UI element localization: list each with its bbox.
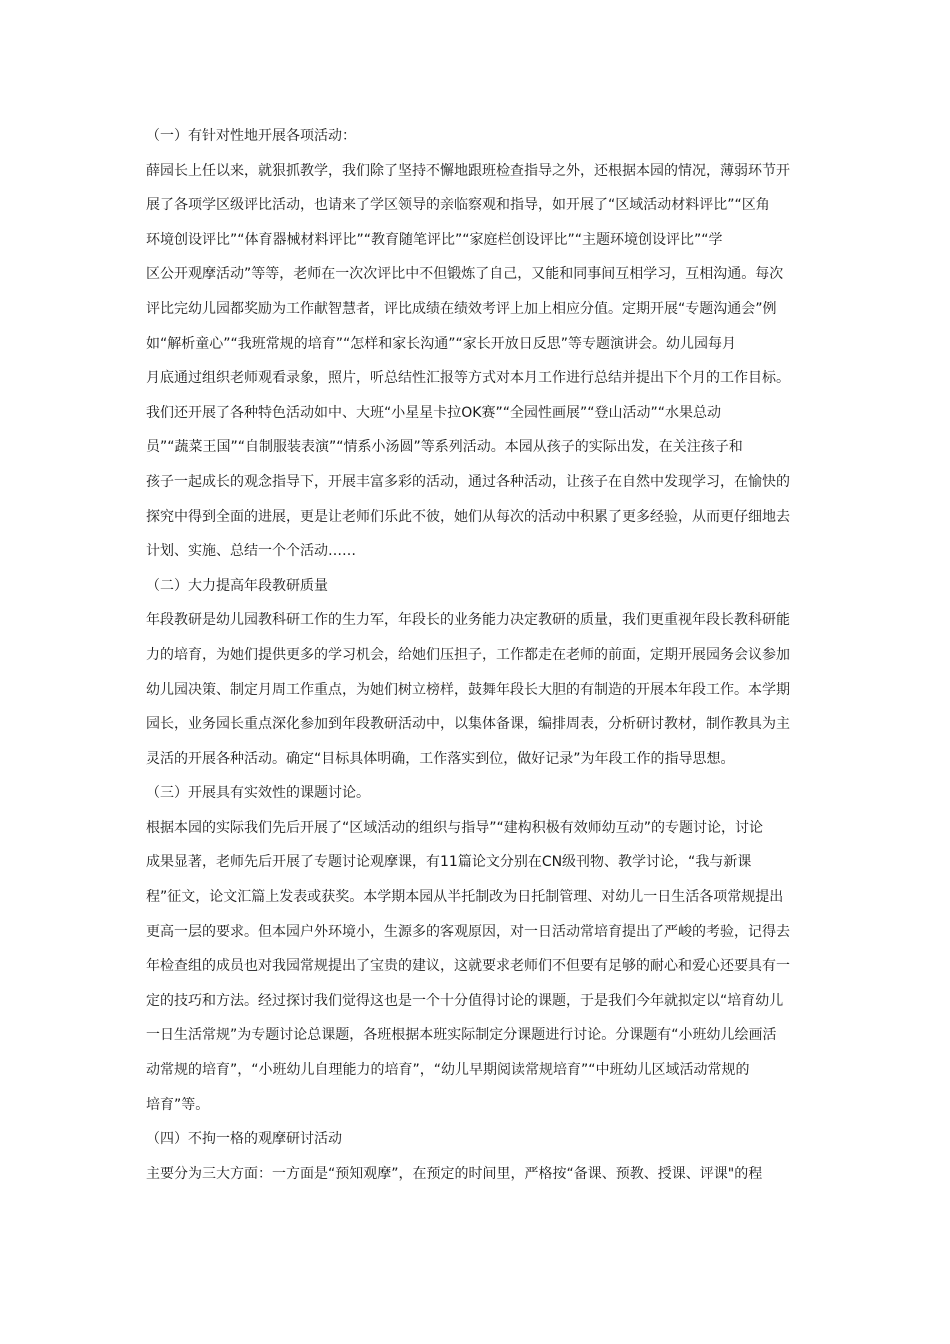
paragraph-line: 幼儿园决策、制定月周工作重点，为她们树立榜样，鼓舞年段长大胆的有制造的开展本年段工作。本学期	[146, 681, 790, 698]
paragraph-line: 一日生活常规”为专题讨论总课题，各班根据本班实际制定分课题进行讨论。分课题有“小班幼儿绘画活	[146, 1027, 777, 1044]
section-heading-4: （四）不拘一格的观摩研讨活动	[146, 1131, 342, 1148]
document-body	[146, 119, 806, 1191]
paragraph-line: 探究中得到全面的进展，更是让老师们乐此不彼，她们从每次的活动中积累了更多经验，从而更仔细地去	[146, 508, 790, 525]
paragraph-line: 灵活的开展各种活动。确定“目标具体明确，工作落实到位，做好记录”为年段工作的指导思想。	[146, 750, 735, 767]
paragraph-line: 年段教研是幼儿园教科研工作的生力军，年段长的业务能力决定教研的质量，我们更重视年段长教科研能	[146, 612, 790, 629]
paragraph-line: 如“解析童心”“我班常规的培育”“怎样和家长沟通”“家长开放日反思”等专题演讲会。幼儿园每月	[146, 335, 737, 352]
paragraph-line: 薛园长上任以来，就狠抓教学，我们除了坚持不懈地跟班检查指导之外，还根据本园的情况，薄弱环节开	[146, 162, 790, 179]
paragraph-line: 力的培育，为她们提供更多的学习机会，给她们压担子，工作都走在老师的前面，定期开展园务会议参加	[146, 646, 790, 663]
paragraph-line: 我们还开展了各种特色活动如中、大班“小星星卡拉OK赛”“全园性画展”“登山活动”“水果总动	[146, 404, 721, 421]
paragraph-line: 更高一层的要求。但本园户外环境小，生源多的客观原因，对一日活动常培育提出了严峻的考验，记得去	[146, 923, 790, 940]
paragraph-line: 年检查组的成员也对我园常规提出了宝贵的建议，这就要求老师们不但要有足够的耐心和爱心还要具有一	[146, 958, 790, 975]
paragraph-line: 环境创设评比”“体育器械材料评比”“教育随笔评比”“家庭栏创设评比”“主题环境创设评比”“学	[146, 231, 723, 248]
paragraph-line: 员”“蔬菜王国”“自制服装表演”“情系小汤圆”等系列活动。本园从孩子的实际出发，在关注孩子和	[146, 439, 743, 456]
paragraph-line: 动常规的培育”，“小班幼儿自理能力的培育”，“幼儿早期阅读常规培育”“中班幼儿区域活动常规的	[146, 1062, 750, 1079]
paragraph-line: 定的技巧和方法。经过探讨我们觉得这也是一个十分值得讨论的课题，于是我们今年就拟定以“培育幼儿	[146, 992, 784, 1009]
paragraph-line: 培育”等。	[146, 1096, 210, 1113]
paragraph-line: 成果显著，老师先后开展了专题讨论观摩课，有11篇论文分别在CN级刊物、教学讨论，“我与新课	[146, 854, 752, 871]
section-heading-1: （一）有针对性地开展各项活动：	[146, 128, 356, 144]
paragraph-line: 孩子一起成长的观念指导下，开展丰富多彩的活动，通过各种活动，让孩子在自然中发现学习，在愉快的	[146, 473, 790, 490]
paragraph-line: 根据本园的实际我们先后开展了“区域活动的组织与指导”“建构积极有效师幼互动”的专题讨论，讨论	[146, 819, 764, 836]
section-heading-2: （二）大力提高年段教研质量	[146, 577, 328, 594]
paragraph-line: 展了各项学区级评比活动，也请来了学区领导的亲临察观和指导，如开展了“区域活动材料评比”“区角	[146, 197, 770, 214]
section-heading-3: （三）开展具有实效性的课题讨论。	[146, 785, 370, 802]
paragraph-line: 区公开观摩活动”等等，老师在一次次评比中不但锻炼了自己，又能和同事间互相学习，互相沟通。每次	[146, 266, 784, 283]
paragraph-line: 主要分为三大方面：一方面是“预知观摩”，在预定的时间里，严格按“备课、预教、授课、评课"的程	[146, 1165, 763, 1182]
paragraph-line: 评比完幼儿园都奖励为工作献智慧者，评比成绩在绩效考评上加上相应分值。定期开展“专题沟通会”例	[146, 300, 777, 317]
paragraph-line: 计划、实施、总结一个个活动……	[146, 543, 356, 560]
paragraph-line: 园长，业务园长重点深化参加到年段教研活动中，以集体备课，编排周表，分析研讨教材，制作教具为主	[146, 716, 790, 733]
paragraph-line: 月底通过组织老师观看录象，照片，听总结性汇报等方式对本月工作进行总结并提出下个月的工作目标。	[146, 370, 790, 387]
paragraph-line: 程”征文，论文汇篇上发表或获奖。本学期本园从半托制改为日托制管理、对幼儿一日生活各项常规提出	[146, 889, 784, 906]
